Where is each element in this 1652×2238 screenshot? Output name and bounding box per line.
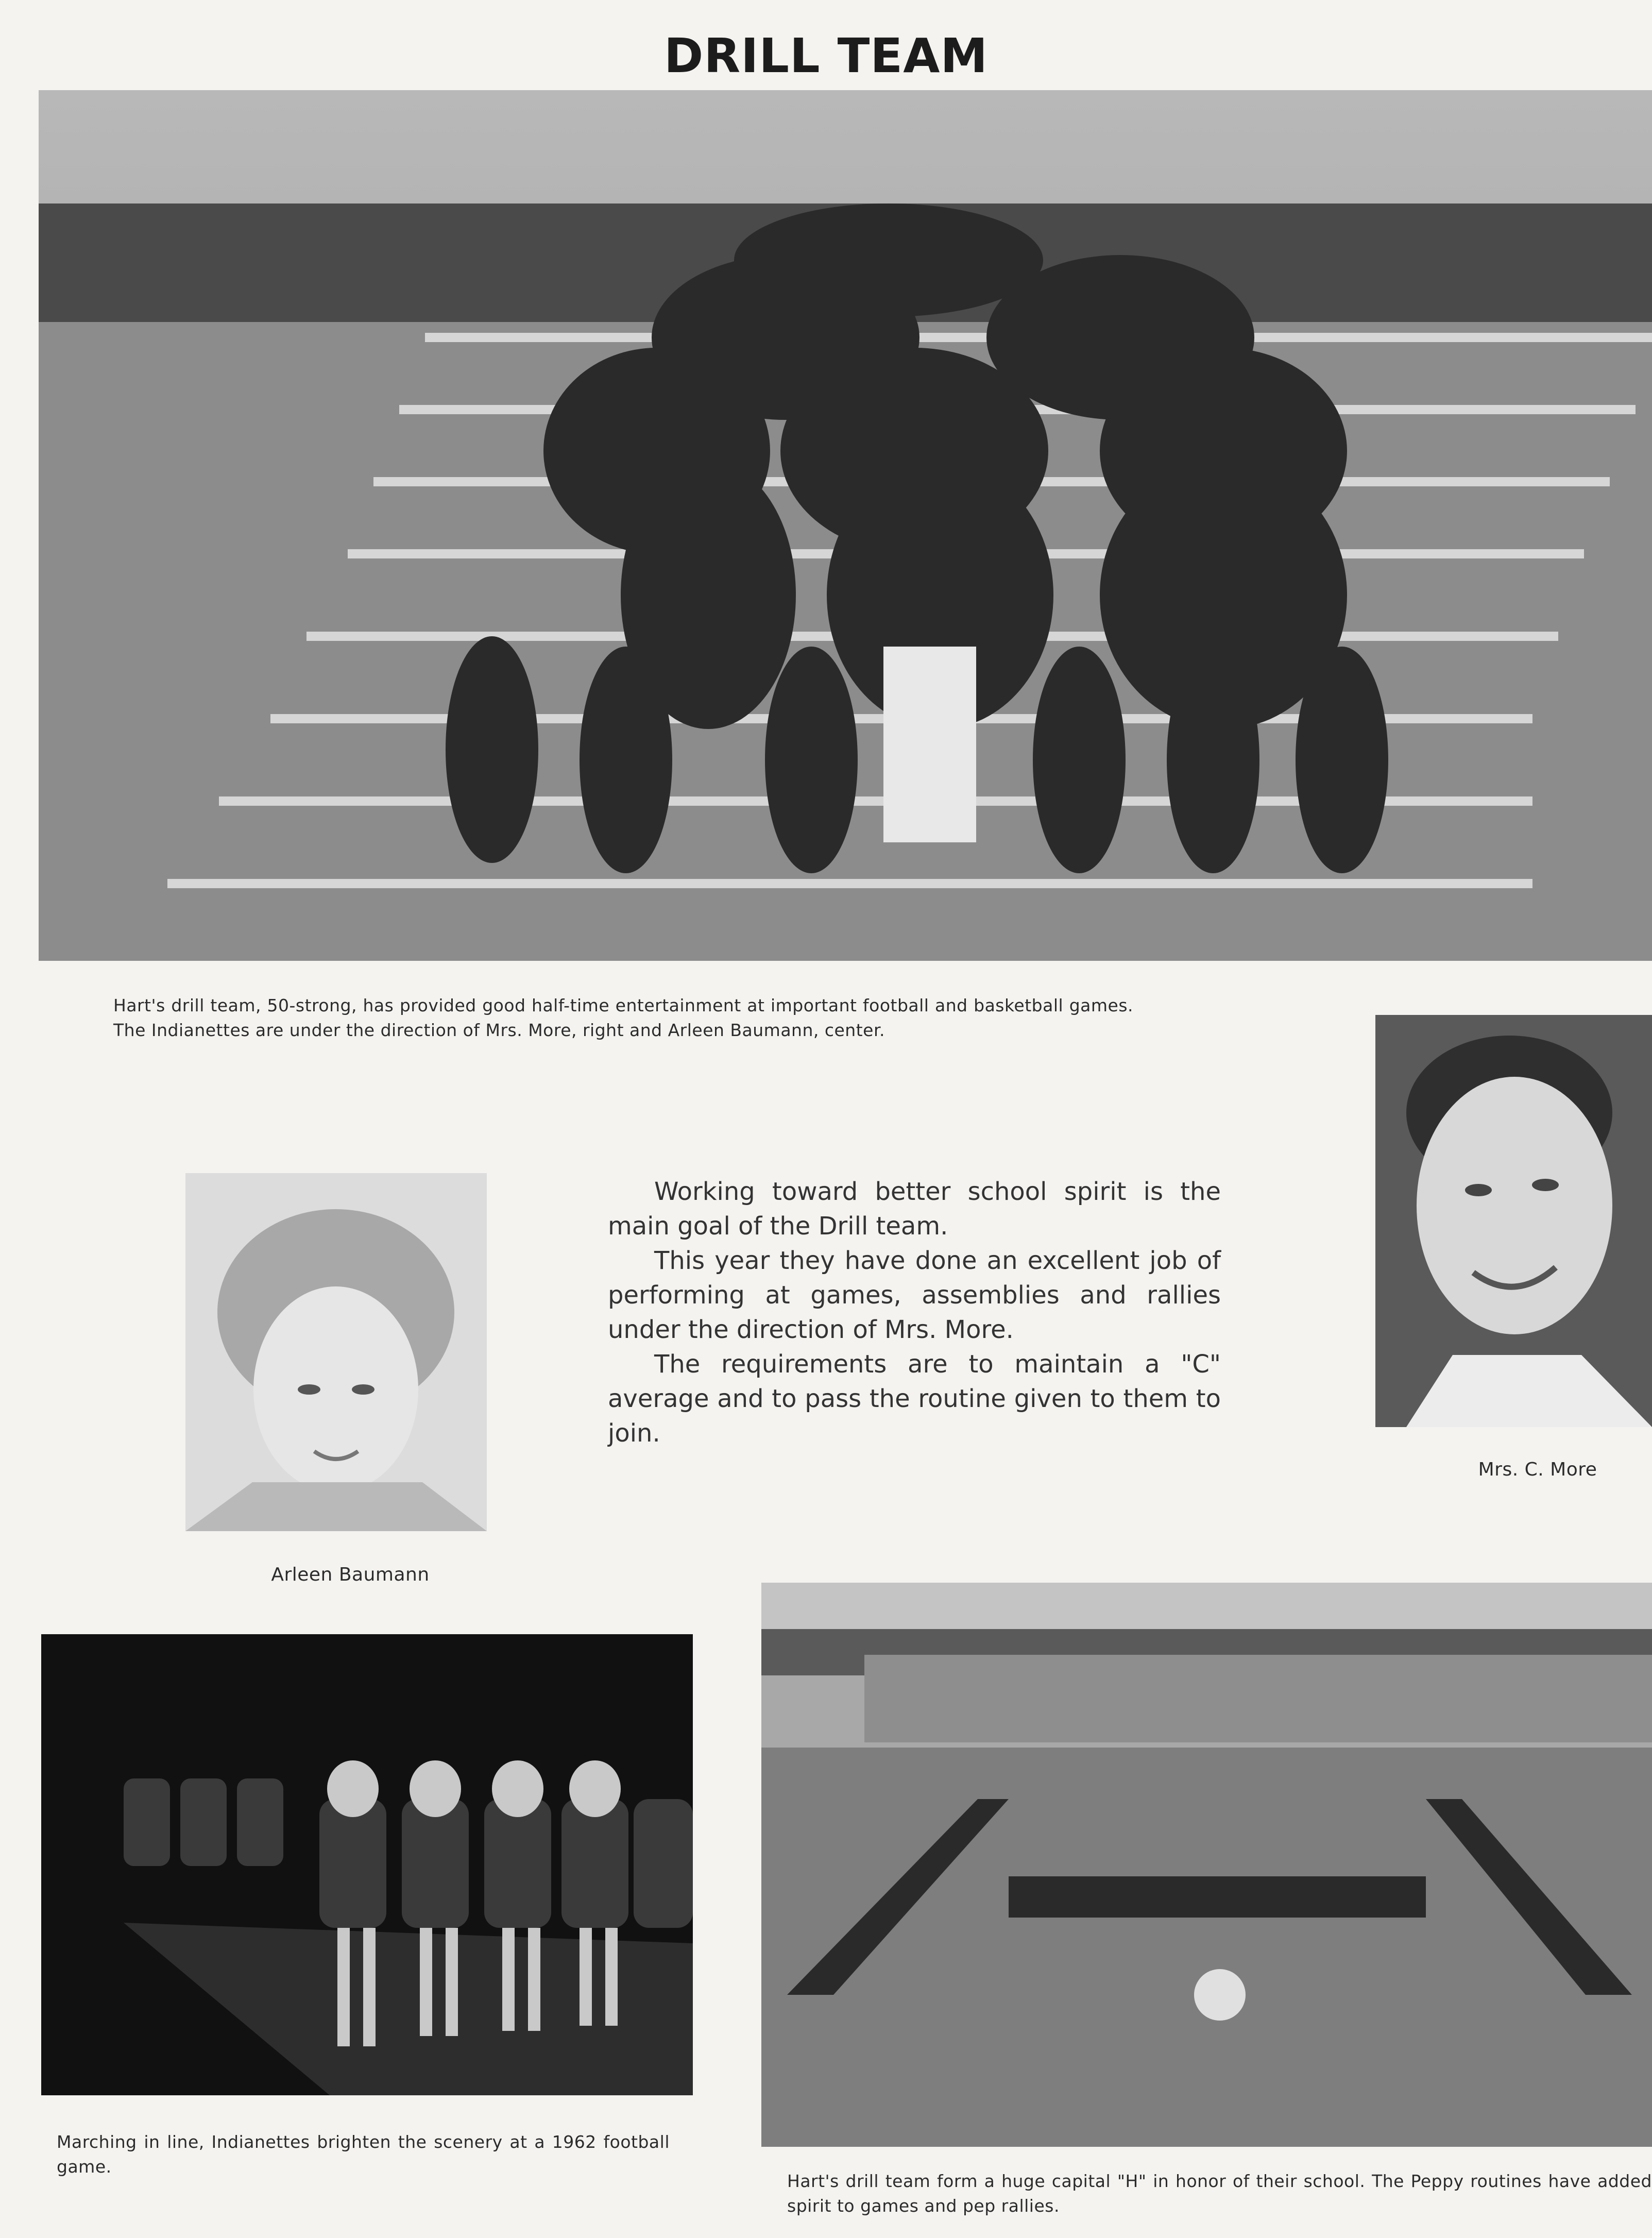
team-photo-caption: Hart's drill team, 50-strong, has provided good half-time entertainment at important football and basketball games. The Indianettes are under the direction of Mrs. More, right and Arleen Baumann, center. <box>113 995 1133 1040</box>
mrs-more-portrait <box>1375 1015 1652 1427</box>
marching-photo-caption: Marching in line, Indianettes brighten the scenery at a 1962 football game. <box>57 2132 670 2177</box>
page-title: DRILL TEAM <box>663 28 989 83</box>
team-group-photo <box>39 90 1652 961</box>
portrait-photo-icon <box>185 1173 487 1531</box>
field-formation-photo <box>761 1583 1652 2147</box>
field-formation-photo-icon <box>761 1583 1652 2147</box>
body-paragraph: Working toward better school spirit is the main goal of the Drill team. <box>608 1177 1221 1241</box>
body-paragraph: The requirements are to maintain a "C" average and to pass the routine given to them to join. <box>608 1350 1221 1448</box>
article-body <box>608 1175 1221 1451</box>
marching-photo <box>41 1634 693 2095</box>
arleen-baumann-portrait <box>185 1173 487 1531</box>
night-march-photo-icon <box>41 1634 693 2095</box>
body-paragraph: This year they have done an excellent job of performing at games, assemblies and rallies under the direction of Mrs. More. <box>608 1246 1221 1344</box>
portrait-photo-icon <box>1375 1015 1652 1427</box>
more-name-caption: Mrs. C. More <box>1478 1459 1597 1480</box>
baumann-name-caption: Arleen Baumann <box>271 1564 430 1585</box>
group-photo-bleachers-icon <box>39 90 1652 961</box>
formation-photo-caption: Hart's drill team form a huge capital "H" in honor of their school. The Peppy routines have added spirit to games and pep rallies. <box>787 2171 1652 2216</box>
